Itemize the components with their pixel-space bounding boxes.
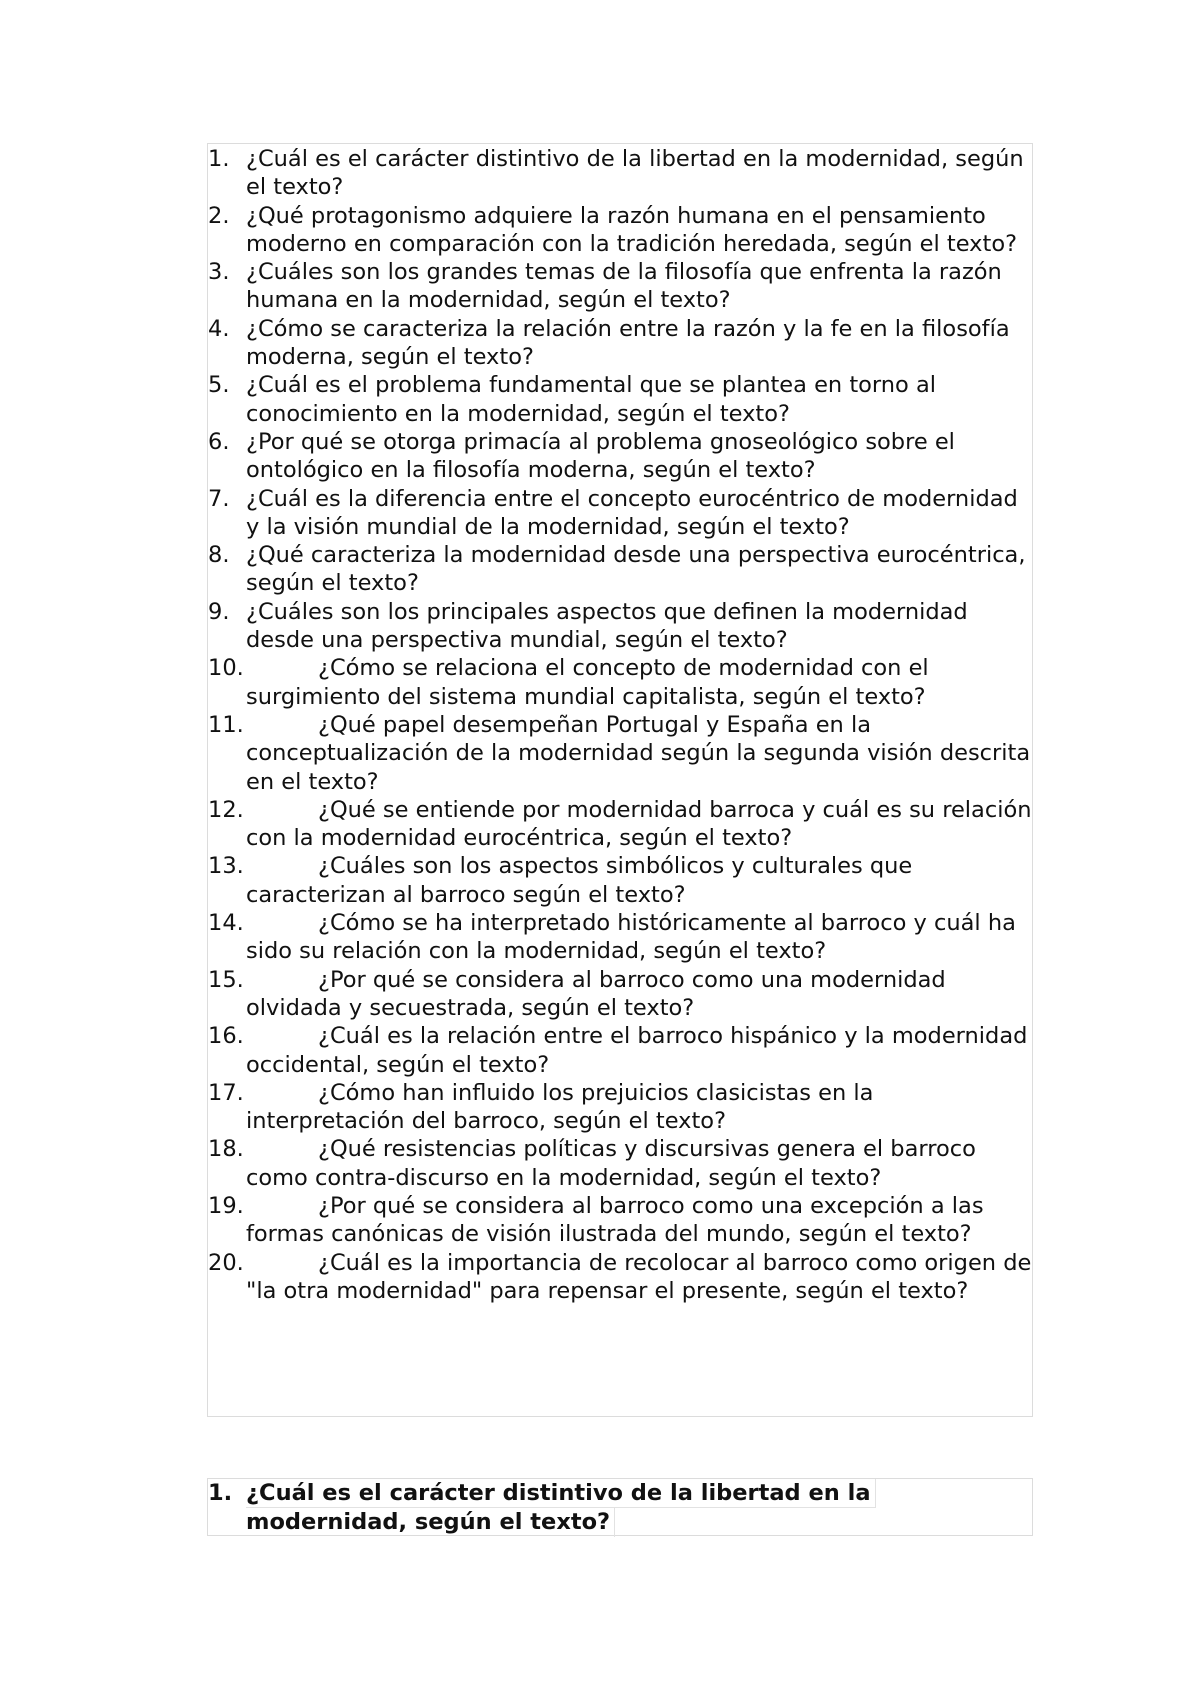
list-item — [208, 1192, 1032, 1249]
item-number: 9. — [208, 598, 230, 625]
item-number: 19. — [208, 1192, 244, 1219]
item-text: ¿Cómo han influido los prejuicios clasicistas en la interpretación del barroco, según el texto? — [246, 1079, 874, 1135]
list-item — [208, 145, 1032, 202]
list-item — [208, 598, 1032, 655]
list-item — [208, 966, 1032, 1023]
list-item — [208, 315, 1032, 372]
item-text: ¿Cuáles son los aspectos simbólicos y culturales que caracterizan al barroco según el texto? — [246, 853, 913, 908]
item-number: 2. — [208, 202, 230, 229]
list-item — [208, 428, 1032, 485]
questions-list-box — [207, 143, 1033, 1417]
item-number: 16. — [208, 1023, 244, 1050]
highlighted-question-line-1: ¿Cuál es el carácter distintivo de la libertad en la — [246, 1479, 876, 1508]
questions-list — [208, 145, 1032, 1305]
item-number: 3. — [208, 259, 230, 286]
item-text: ¿Qué papel desempeñan Portugal y España en la conceptualización de la modernidad según la segunda visión descrita en el texto? — [246, 711, 1031, 795]
list-item — [208, 371, 1032, 428]
item-text: ¿Por qué se otorga primacía al problema gnoseológico sobre el ontológico en la filosofía moderna, según el texto? — [246, 428, 955, 484]
item-text: ¿Cuál es la importancia de recolocar al barroco como origen de "la otra modernidad" para repensar el presente, según el texto? — [246, 1249, 1032, 1304]
highlighted-question-list — [208, 1479, 1032, 1537]
list-item — [208, 1135, 1032, 1192]
item-text: ¿Cuáles son los grandes temas de la filosofía que enfrenta la razón humana en la modernidad, según el texto? — [246, 259, 1002, 314]
item-number: 10. — [208, 655, 244, 682]
item-number: 18. — [208, 1136, 244, 1163]
item-number: 8. — [208, 542, 230, 569]
item-number: 13. — [208, 853, 244, 880]
item-number: 4. — [208, 315, 230, 342]
item-number: 11. — [208, 711, 244, 738]
item-text: ¿Cuáles son los principales aspectos que definen la modernidad desde una perspectiva mundial, según el texto? — [246, 598, 968, 654]
list-item — [208, 711, 1032, 796]
item-number: 7. — [208, 485, 230, 512]
item-number: 6. — [208, 428, 230, 455]
item-text: ¿Por qué se considera al barroco como una modernidad olvidada y secuestrada, según el texto? — [246, 966, 946, 1021]
item-text: ¿Cómo se relaciona el concepto de modernidad con el surgimiento del sistema mundial capitalista, según el texto? — [246, 655, 929, 710]
item-number: 17. — [208, 1079, 244, 1106]
item-number: 20. — [208, 1249, 244, 1276]
item-number: 1. — [208, 146, 230, 172]
item-number: 12. — [208, 796, 244, 823]
list-item — [208, 1249, 1032, 1306]
highlighted-question-line-2: modernidad, según el texto? — [246, 1508, 615, 1536]
item-number: 5. — [208, 372, 230, 399]
list-item — [208, 1479, 1032, 1537]
item-text: ¿Cómo se caracteriza la relación entre la razón y la fe en la filosofía moderna, según el texto? — [246, 315, 1010, 371]
highlighted-question-box — [207, 1478, 1033, 1536]
list-item — [208, 485, 1032, 542]
list-item — [208, 1079, 1032, 1136]
item-text: ¿Cómo se ha interpretado históricamente al barroco y cuál ha sido su relación con la modernidad, según el texto? — [246, 910, 1016, 965]
item-text: ¿Cuál es la relación entre el barroco hispánico y la modernidad occidental, según el texto? — [246, 1023, 1028, 1078]
list-item — [208, 202, 1032, 259]
list-item — [208, 796, 1032, 853]
item-number: 14. — [208, 910, 244, 937]
list-item — [208, 1022, 1032, 1079]
item-text: ¿Cuál es el problema fundamental que se plantea en torno al conocimiento en la modernidad, según el texto? — [246, 372, 937, 427]
list-item — [208, 541, 1032, 598]
list-item — [208, 654, 1032, 711]
item-text: ¿Por qué se considera al barroco como una excepción a las formas canónicas de visión ilustrada del mundo, según el texto? — [246, 1192, 984, 1248]
list-item — [208, 852, 1032, 909]
item-text: ¿Cuál es el carácter distintivo de la libertad en la modernidad, según el texto? — [246, 146, 1024, 201]
item-text: ¿Qué se entiende por modernidad barroca y cuál es su relación con la modernidad eurocéntrica, según el texto? — [246, 796, 1032, 852]
list-item — [208, 909, 1032, 966]
item-text: ¿Cuál es la diferencia entre el concepto eurocéntrico de modernidad y la visión mundial de la modernidad, según el texto? — [246, 485, 1018, 540]
item-text: ¿Qué resistencias políticas y discursivas genera el barroco como contra-discurso en la modernidad, según el texto? — [246, 1136, 976, 1191]
item-text: ¿Qué caracteriza la modernidad desde una perspectiva eurocéntrica, según el texto? — [246, 542, 1026, 597]
list-item — [208, 258, 1032, 315]
item-number: 15. — [208, 966, 244, 993]
item-number: 1. — [208, 1480, 233, 1506]
item-text: ¿Qué protagonismo adquiere la razón humana en el pensamiento moderno en comparación con la tradición heredada, según el texto? — [246, 202, 1018, 257]
